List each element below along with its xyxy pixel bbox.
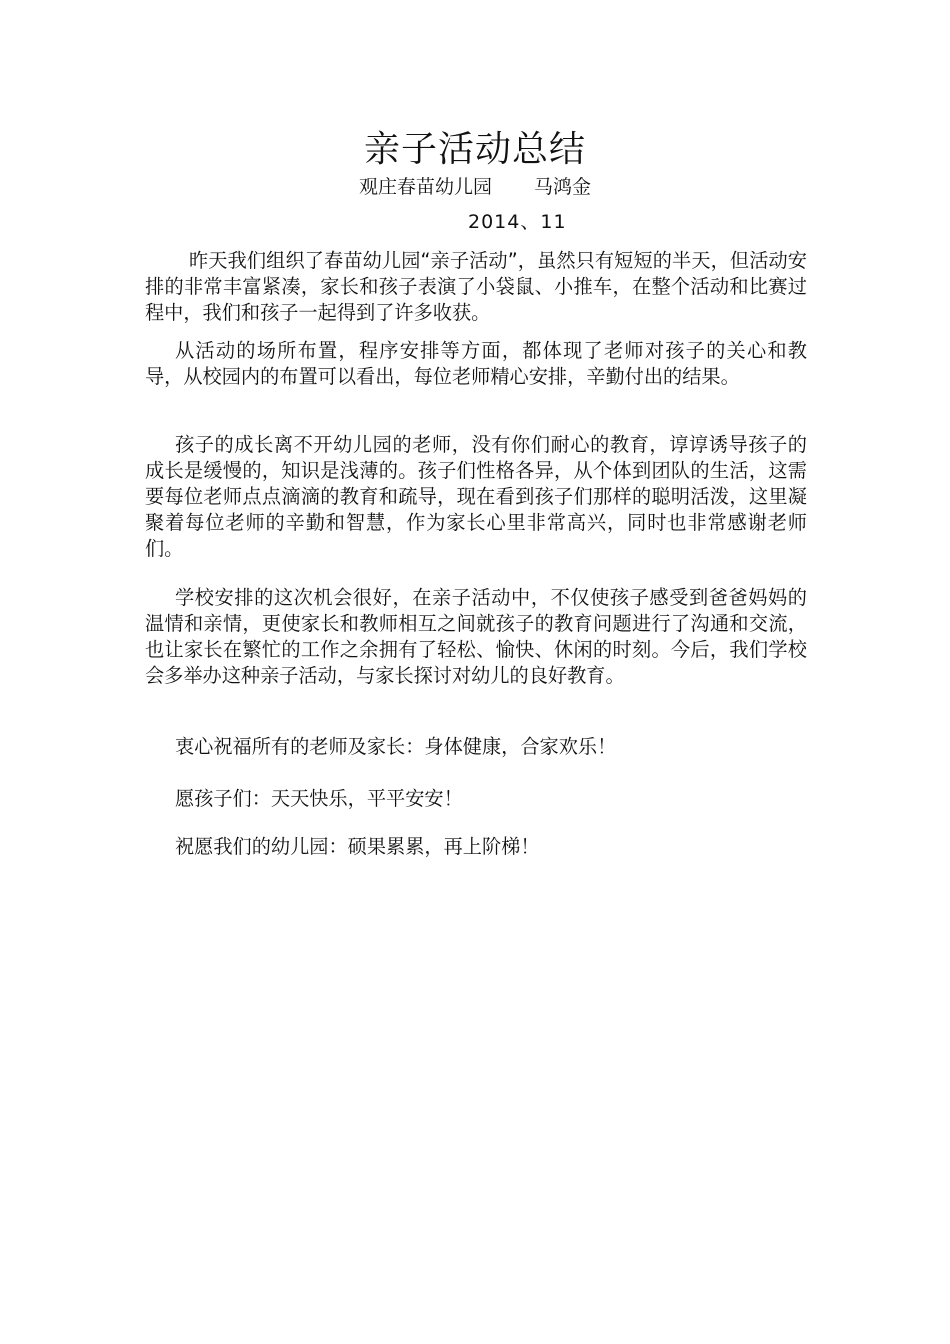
document-title: 亲子活动总结 bbox=[363, 129, 586, 170]
author-name: 马鸿金 bbox=[534, 176, 592, 198]
document-date: 2014、11 bbox=[468, 211, 567, 233]
school-name: 观庄春苗幼儿园 bbox=[358, 176, 492, 198]
byline bbox=[0, 174, 950, 200]
blessing-1: 衷心祝福所有的老师及家长：身体健康，合家欢乐！ bbox=[175, 735, 617, 758]
paragraph-3: 孩子的成长离不开幼儿园的老师，没有你们耐心的教育，谆谆诱导孩子的成长是缓慢的，知识是浅薄的。孩子们性格各异，从个体到团队的生活，这需要每位老师点点滴滴的教育和疏导，现在看到孩子们那样的聪明活泼，这里凝聚着每位老师的辛勤和智慧，作为家长心里非常高兴，同时也非常感谢老师们。 bbox=[145, 433, 807, 560]
blessing-3: 祝愿我们的幼儿园：硕果累累，再上阶梯！ bbox=[175, 835, 540, 858]
blessing-2: 愿孩子们：天天快乐，平平安安！ bbox=[175, 787, 463, 810]
paragraph-4: 学校安排的这次机会很好，在亲子活动中，不仅使孩子感受到爸爸妈妈的温情和亲情，更使家长和教师相互之间就孩子的教育问题进行了沟通和交流，也让家长在繁忙的工作之余拥有了轻松、愉快、休闲的时刻。今后，我们学校会多举办这种亲子活动，与家长探讨对幼儿的良好教育。 bbox=[145, 586, 807, 687]
paragraph-1: 昨天我们组织了春苗幼儿园“亲子活动”，虽然只有短短的半天，但活动安排的非常丰富紧凑，家长和孩子表演了小袋鼠、小推车，在整个活动和比赛过程中，我们和孩子一起得到了许多收获。 bbox=[145, 249, 807, 324]
paragraph-2: 从活动的场所布置，程序安排等方面，都体现了老师对孩子的关心和教导，从校园内的布置可以看出，每位老师精心安排，辛勤付出的结果。 bbox=[145, 339, 807, 388]
